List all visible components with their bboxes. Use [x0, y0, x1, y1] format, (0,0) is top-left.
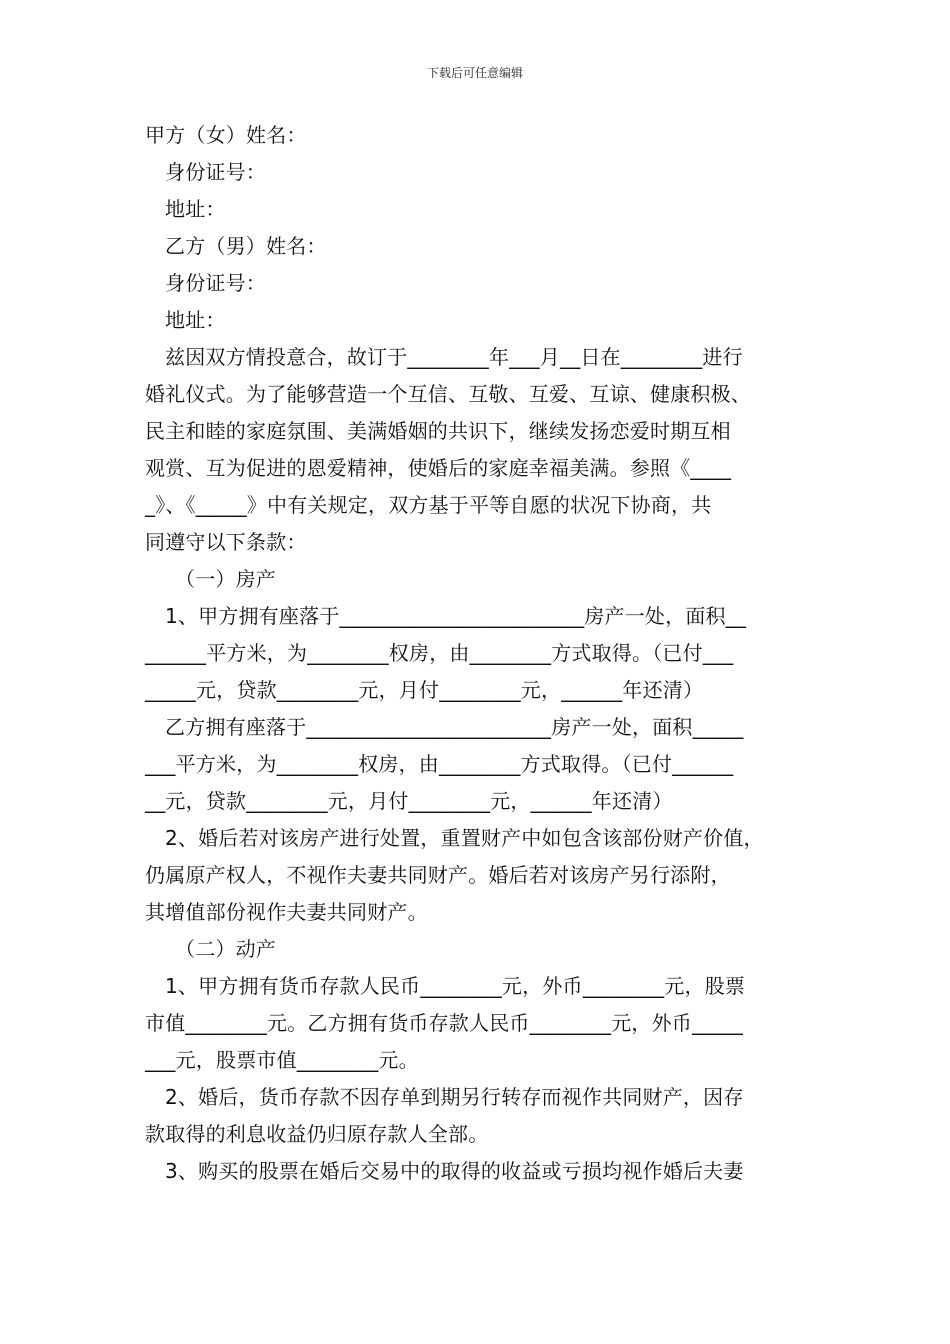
- section-heading: （一）房产: [175, 567, 276, 591]
- text-line: 仍属原产权人，不视作夫妻共同财产。婚后若对该房产另行添附，: [145, 863, 731, 887]
- text-line: 地址：: [165, 197, 226, 221]
- text-line: 地址：: [165, 308, 226, 332]
- text-line: 同遵守以下条款：: [145, 530, 307, 554]
- text-line: 身份证号：: [165, 271, 266, 295]
- text-line: 其增值部份视作夫妻共同财产。: [145, 900, 428, 924]
- text-line: 民主和睦的家庭氛围、美满婚姻的共识下，继续发扬恋爱时期互相: [145, 419, 731, 443]
- text-line: 观赏、互为促进的恩爱精神，使婚后的家庭幸福美满。参照《____: [145, 456, 732, 480]
- text-line: ______平方米，为________权房，由________方式取得。（已付___: [145, 641, 734, 665]
- text-line: ___平方米，为________权房，由________方式取得。（已付______: [145, 752, 734, 776]
- text-line: _》、《_____》中有关规定，双方基于平等自愿的状况下协商，共: [145, 493, 712, 517]
- page-header: 下载后可任意编辑: [426, 66, 523, 80]
- text-line: 婚礼仪式。为了能够营造一个互信、互敬、互爱、互谅、健康积极、: [145, 382, 751, 406]
- text-line: 乙方拥有座落于________________________房产一处，面积_____: [165, 715, 744, 739]
- text-line: 款取得的利息收益仍归原存款人全部。: [145, 1122, 489, 1146]
- text-line: 市值________元。乙方拥有货币存款人民币________元，外币_____: [145, 1011, 743, 1035]
- text-line: 甲方（女）姓名：: [145, 123, 307, 147]
- text-line: 1、甲方拥有货币存款人民币________元，外币________元，股票: [165, 974, 746, 998]
- text-line: 兹因双方情投意合，故订于________年___月__日在________进行: [165, 345, 743, 369]
- text-line: 2、婚后若对该房产进行处置，重置财产中如包含该部份财产价值，: [165, 826, 764, 850]
- text-line: 3、购买的股票在婚后交易中的取得的收益或亏损均视作婚后夫妻: [165, 1159, 744, 1183]
- text-line: ___元，股票市值________元。: [145, 1048, 419, 1072]
- text-line: __元，贷款________元，月付________元，______年还清）: [145, 789, 673, 813]
- text-line: 1、甲方拥有座落于________________________房产一处，面积__: [165, 604, 747, 628]
- text-line: 2、婚后，货币存款不因存单到期另行转存而视作共同财产，因存: [165, 1085, 744, 1109]
- text-line: _____元，贷款________元，月付________元，______年还清）: [145, 678, 704, 702]
- document-body: [145, 117, 815, 1190]
- text-line: 乙方（男）姓名：: [165, 234, 327, 258]
- text-line: 身份证号：: [165, 160, 266, 184]
- section-heading: （二）动产: [175, 937, 276, 961]
